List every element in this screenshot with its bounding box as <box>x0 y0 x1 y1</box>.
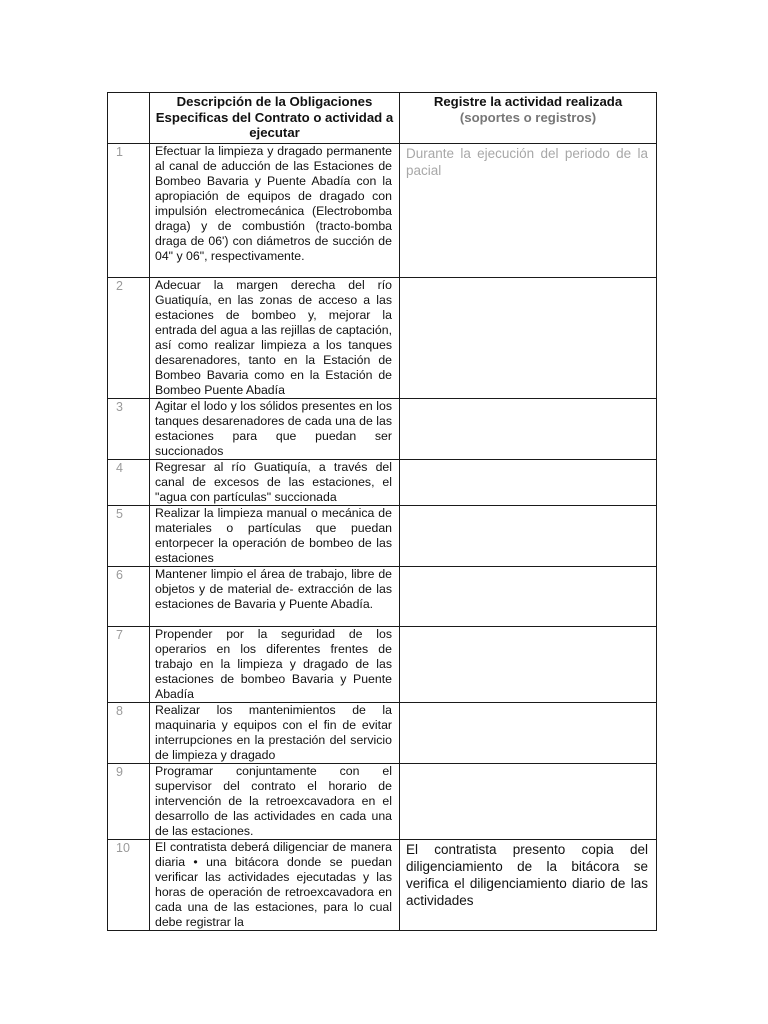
row-description: Adecuar la margen derecha del río Guatiquía, en las zonas de acceso a las estaciones de bombeo y, mejorar la entrada del agua a las rejillas de captación, así como realizar limpieza a los tanques desarenadores, tanto en la Estación de Bombeo Bavaria como en la Estación de Bombeo Puente Abadía <box>150 277 400 398</box>
row-number: 9 <box>108 763 150 839</box>
obligations-table <box>107 92 657 931</box>
row-number: 5 <box>108 505 150 566</box>
row-register <box>400 566 657 626</box>
header-register-subtitle: (soportes o registros) <box>459 109 597 125</box>
table-row <box>108 398 657 459</box>
row-description: Agitar el lodo y los sólidos presentes en los tanques desarenadores de cada una de las estaciones para que puedan ser succionados <box>150 398 400 459</box>
row-register <box>400 505 657 566</box>
header-register <box>400 93 657 144</box>
row-description: Propender por la seguridad de los operarios en los diferentes frentes de trabajo en la limpieza y dragado de las estaciones de bombeo Bavaria y Puente Abadía <box>150 626 400 702</box>
row-description: Mantener limpio el área de trabajo, libre de objetos y de material de- extracción de las estaciones de Bavaria y Puente Abadía. <box>150 566 400 626</box>
header-description: Descripción de la Obligaciones Especificas del Contrato o actividad a ejecutar <box>150 93 400 144</box>
row-number: 4 <box>108 459 150 505</box>
row-number: 3 <box>108 398 150 459</box>
table-row <box>108 505 657 566</box>
row-number: 2 <box>108 277 150 398</box>
row-register: El contratista presento copia del diligenciamiento de la bitácora se verifica el diligenciamiento diario de las actividades <box>400 839 657 930</box>
header-number-cell <box>108 93 150 144</box>
row-description: Efectuar la limpieza y dragado permanente al canal de aducción de las Estaciones de Bombeo Bavaria y Puente Abadía con la apropiación de equipos de dragado con impulsión electromecánica (Electrobomba draga) y de combustión (tracto-bomba draga de 06') con diámetros de succión de 04" y 06", respectivamente. <box>150 143 400 277</box>
row-register <box>400 398 657 459</box>
row-register <box>400 763 657 839</box>
header-register-title: Registre la actividad realizada <box>433 94 623 109</box>
row-register <box>400 702 657 763</box>
row-register <box>400 626 657 702</box>
row-number: 1 <box>108 143 150 277</box>
row-description: El contratista deberá diligenciar de manera diaria • una bitácora donde se puedan verificar las actividades ejecutadas y las horas de operación de retroexcavadora en cada una de las estaciones, para lo cual debe registrar la <box>150 839 400 930</box>
row-description: Programar conjuntamente con el supervisor del contrato el horario de intervención de la retroexcavadora en el desarrollo de las actividades en cada una de las estaciones. <box>150 763 400 839</box>
row-register <box>400 277 657 398</box>
table-row <box>108 763 657 839</box>
row-description: Realizar los mantenimientos de la maquinaria y equipos con el fin de evitar interrupciones en la prestación del servicio de limpieza y dragado <box>150 702 400 763</box>
table-row <box>108 277 657 398</box>
row-description: Regresar al río Guatiquía, a través del canal de excesos de las estaciones, el "agua con partículas" succionada <box>150 459 400 505</box>
row-register: Durante la ejecución del periodo de la pacial <box>400 143 657 277</box>
row-number: 6 <box>108 566 150 626</box>
table-row <box>108 143 657 277</box>
row-description: Realizar la limpieza manual o mecánica de materiales o partículas que puedan entorpecer la operación de bombeo de las estaciones <box>150 505 400 566</box>
table-row <box>108 839 657 930</box>
row-number: 7 <box>108 626 150 702</box>
row-register <box>400 459 657 505</box>
table-row <box>108 626 657 702</box>
table-row <box>108 702 657 763</box>
table-row <box>108 459 657 505</box>
table-row <box>108 566 657 626</box>
row-number: 10 <box>108 839 150 930</box>
row-number: 8 <box>108 702 150 763</box>
table-header-row <box>108 93 657 144</box>
